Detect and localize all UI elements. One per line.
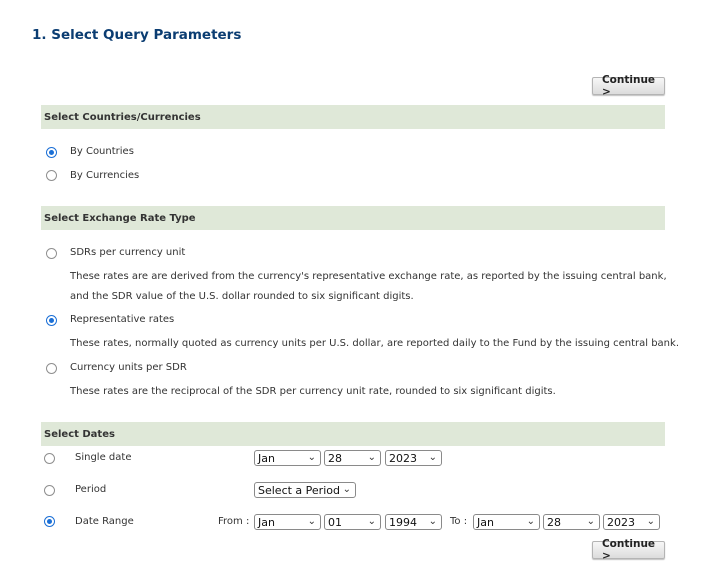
section-header-countries: Select Countries/Currencies <box>41 105 665 129</box>
chevron-down-icon: ⌄ <box>342 484 351 495</box>
label-currency-units-per-sdr: Currency units per SDR <box>70 362 187 373</box>
from-month-value: Jan <box>258 515 275 529</box>
label-by-currencies: By Currencies <box>70 170 140 181</box>
from-day-value: 01 <box>328 515 342 529</box>
to-year-select[interactable] <box>603 514 660 530</box>
radio-single-date[interactable] <box>44 453 55 464</box>
to-day-select[interactable] <box>543 514 600 530</box>
to-month-value: Jan <box>477 515 494 529</box>
continue-button-top[interactable]: Continue > <box>592 77 665 95</box>
label-date-range: Date Range <box>75 516 134 527</box>
to-day-value: 28 <box>547 515 561 529</box>
label-by-countries: By Countries <box>70 146 134 157</box>
label-single-date: Single date <box>75 452 132 463</box>
chevron-down-icon: ⌄ <box>428 452 437 463</box>
radio-by-currencies[interactable] <box>46 170 57 181</box>
from-month-select[interactable] <box>254 514 321 530</box>
desc-sdrs-per-currency-unit: These rates are are derived from the currency's representative exchange rate, as reported by the issuing central bank, and the SDR value of the U.S. dollar rounded to six significant digits. <box>70 271 667 302</box>
chevron-down-icon: ⌄ <box>586 516 595 527</box>
chevron-down-icon: ⌄ <box>646 516 655 527</box>
single-date-day-value: 28 <box>328 451 342 465</box>
from-label: From : <box>218 516 250 527</box>
from-year-select[interactable] <box>385 514 442 530</box>
radio-representative-rates[interactable] <box>46 315 57 326</box>
radio-currency-units-per-sdr[interactable] <box>46 363 57 374</box>
chevron-down-icon: ⌄ <box>367 452 376 463</box>
radio-date-range[interactable] <box>44 516 55 527</box>
to-year-value: 2023 <box>607 515 635 529</box>
page-title: 1. Select Query Parameters <box>32 27 242 43</box>
to-label: To : <box>450 516 468 527</box>
label-representative-rates: Representative rates <box>70 314 175 325</box>
radio-period[interactable] <box>44 485 55 496</box>
radio-sdrs-per-currency-unit[interactable] <box>46 248 57 259</box>
single-date-year-select[interactable] <box>385 450 442 466</box>
period-select-value: Select a Period <box>258 483 340 497</box>
single-date-month-select[interactable] <box>254 450 321 466</box>
chevron-down-icon: ⌄ <box>526 516 535 527</box>
radio-by-countries[interactable] <box>46 147 57 158</box>
section-header-rate-type: Select Exchange Rate Type <box>41 206 665 230</box>
label-period: Period <box>75 484 107 495</box>
continue-button-bottom[interactable]: Continue > <box>592 541 665 559</box>
to-month-select[interactable] <box>473 514 540 530</box>
chevron-down-icon: ⌄ <box>307 452 316 463</box>
single-date-day-select[interactable] <box>324 450 381 466</box>
desc-currency-units-per-sdr: These rates are the reciprocal of the SDR per currency unit rate, rounded to six significant digits. <box>70 386 556 397</box>
from-year-value: 1994 <box>389 515 417 529</box>
single-date-year-value: 2023 <box>389 451 417 465</box>
period-select[interactable] <box>254 482 356 498</box>
label-sdrs-per-currency-unit: SDRs per currency unit <box>70 247 186 258</box>
chevron-down-icon: ⌄ <box>367 516 376 527</box>
chevron-down-icon: ⌄ <box>307 516 316 527</box>
section-header-dates: Select Dates <box>41 422 665 446</box>
chevron-down-icon: ⌄ <box>428 516 437 527</box>
from-day-select[interactable] <box>324 514 381 530</box>
desc-representative-rates: These rates, normally quoted as currency units per U.S. dollar, are reported daily to the Fund by the issuing central bank. <box>70 338 679 349</box>
single-date-month-value: Jan <box>258 451 275 465</box>
